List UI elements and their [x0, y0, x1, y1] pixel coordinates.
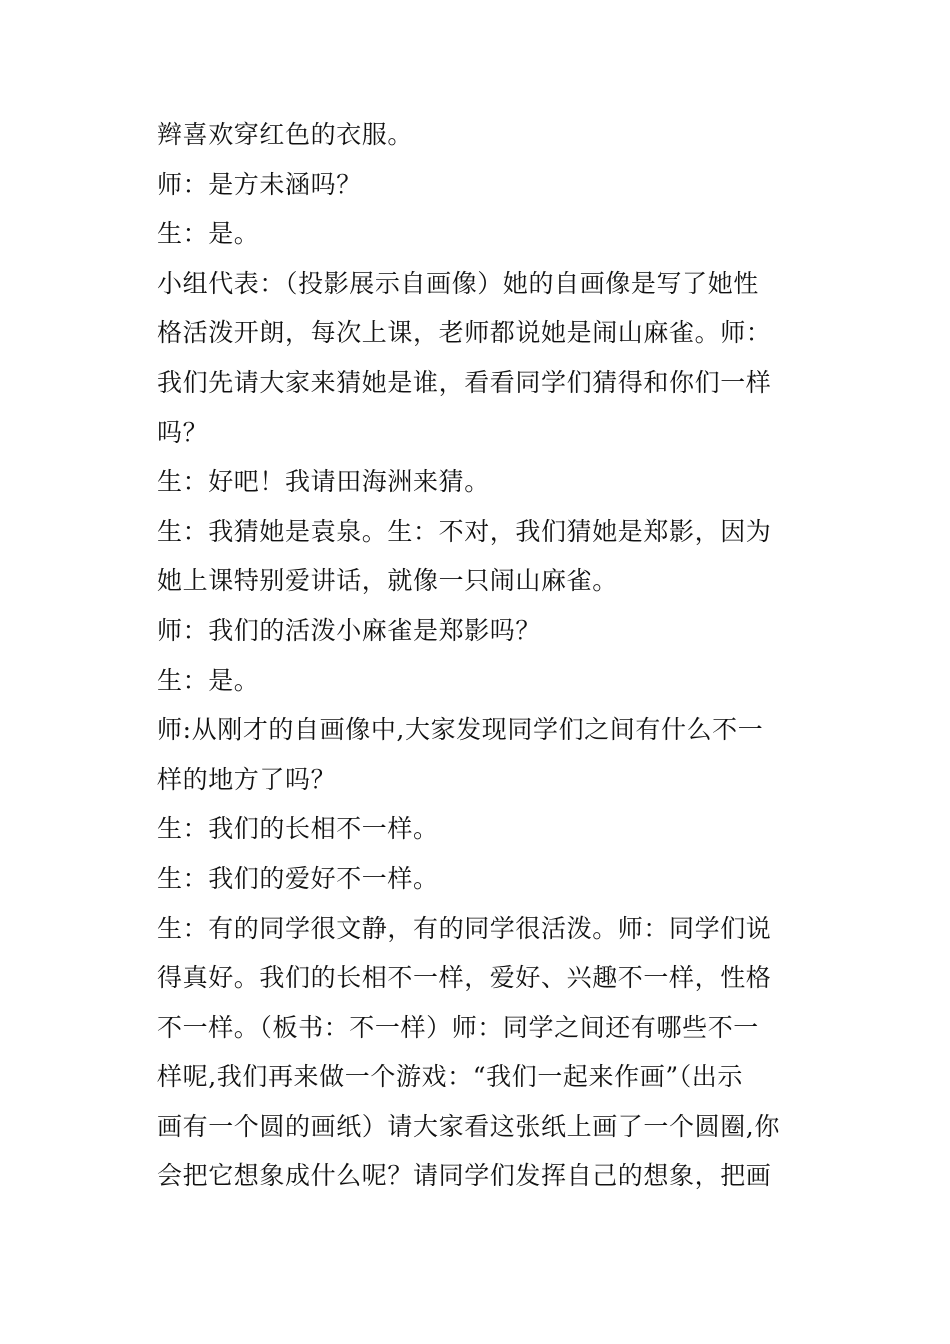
text-line: 样呢,我们再来做一个游戏：“我们一起来作画”（出示	[157, 1062, 744, 1092]
text-line: 师:从刚才的自画像中,大家发现同学们之间有什么不一	[157, 715, 764, 745]
text-line: 生：是。	[157, 665, 260, 695]
text-line: 生：是。	[157, 219, 260, 249]
text-line: 生：我们的爱好不一样。	[157, 863, 439, 893]
text-line: 吗？	[157, 417, 209, 447]
text-line: 我们先请大家来猜她是谁，看看同学们猜得和你们一样	[157, 367, 772, 397]
text-line: 生：我们的长相不一样。	[157, 814, 439, 844]
text-line: 她上课特别爱讲话，就像一只闹山麻雀。	[157, 566, 618, 596]
text-line: 辫喜欢穿红色的衣服。	[157, 120, 414, 149]
text-line: 不一样。（板书：不一样）师：同学之间还有哪些不一	[157, 1012, 759, 1042]
text-line: 生：好吧！我请田海洲来猜。	[157, 467, 490, 497]
document-body	[157, 110, 797, 1201]
text-line: 师：我们的活泼小麻雀是郑影吗？	[157, 615, 542, 645]
text-line: 样的地方了吗？	[157, 764, 337, 794]
text-line: 生：我猜她是袁泉。生：不对，我们猜她是郑影，因为	[157, 516, 772, 546]
text-line: 得真好。我们的长相不一样，爱好、兴趣不一样，性格	[157, 963, 772, 993]
text-line: 画有一个圆的画纸）请大家看这张纸上画了一个圆圈,你	[157, 1111, 780, 1141]
text-line: 会把它想象成什么呢？请同学们发挥自己的想象，把画	[157, 1161, 772, 1191]
text-line: 小组代表：（投影展示自画像）她的自画像是写了她性	[157, 268, 759, 298]
text-line: 师：是方未涵吗？	[157, 169, 362, 199]
text-line: 生：有的同学很文静，有的同学很活泼。师：同学们说	[157, 913, 772, 943]
text-line: 格活泼开朗，每次上课，老师都说她是闹山麻雀。师：	[157, 318, 772, 348]
